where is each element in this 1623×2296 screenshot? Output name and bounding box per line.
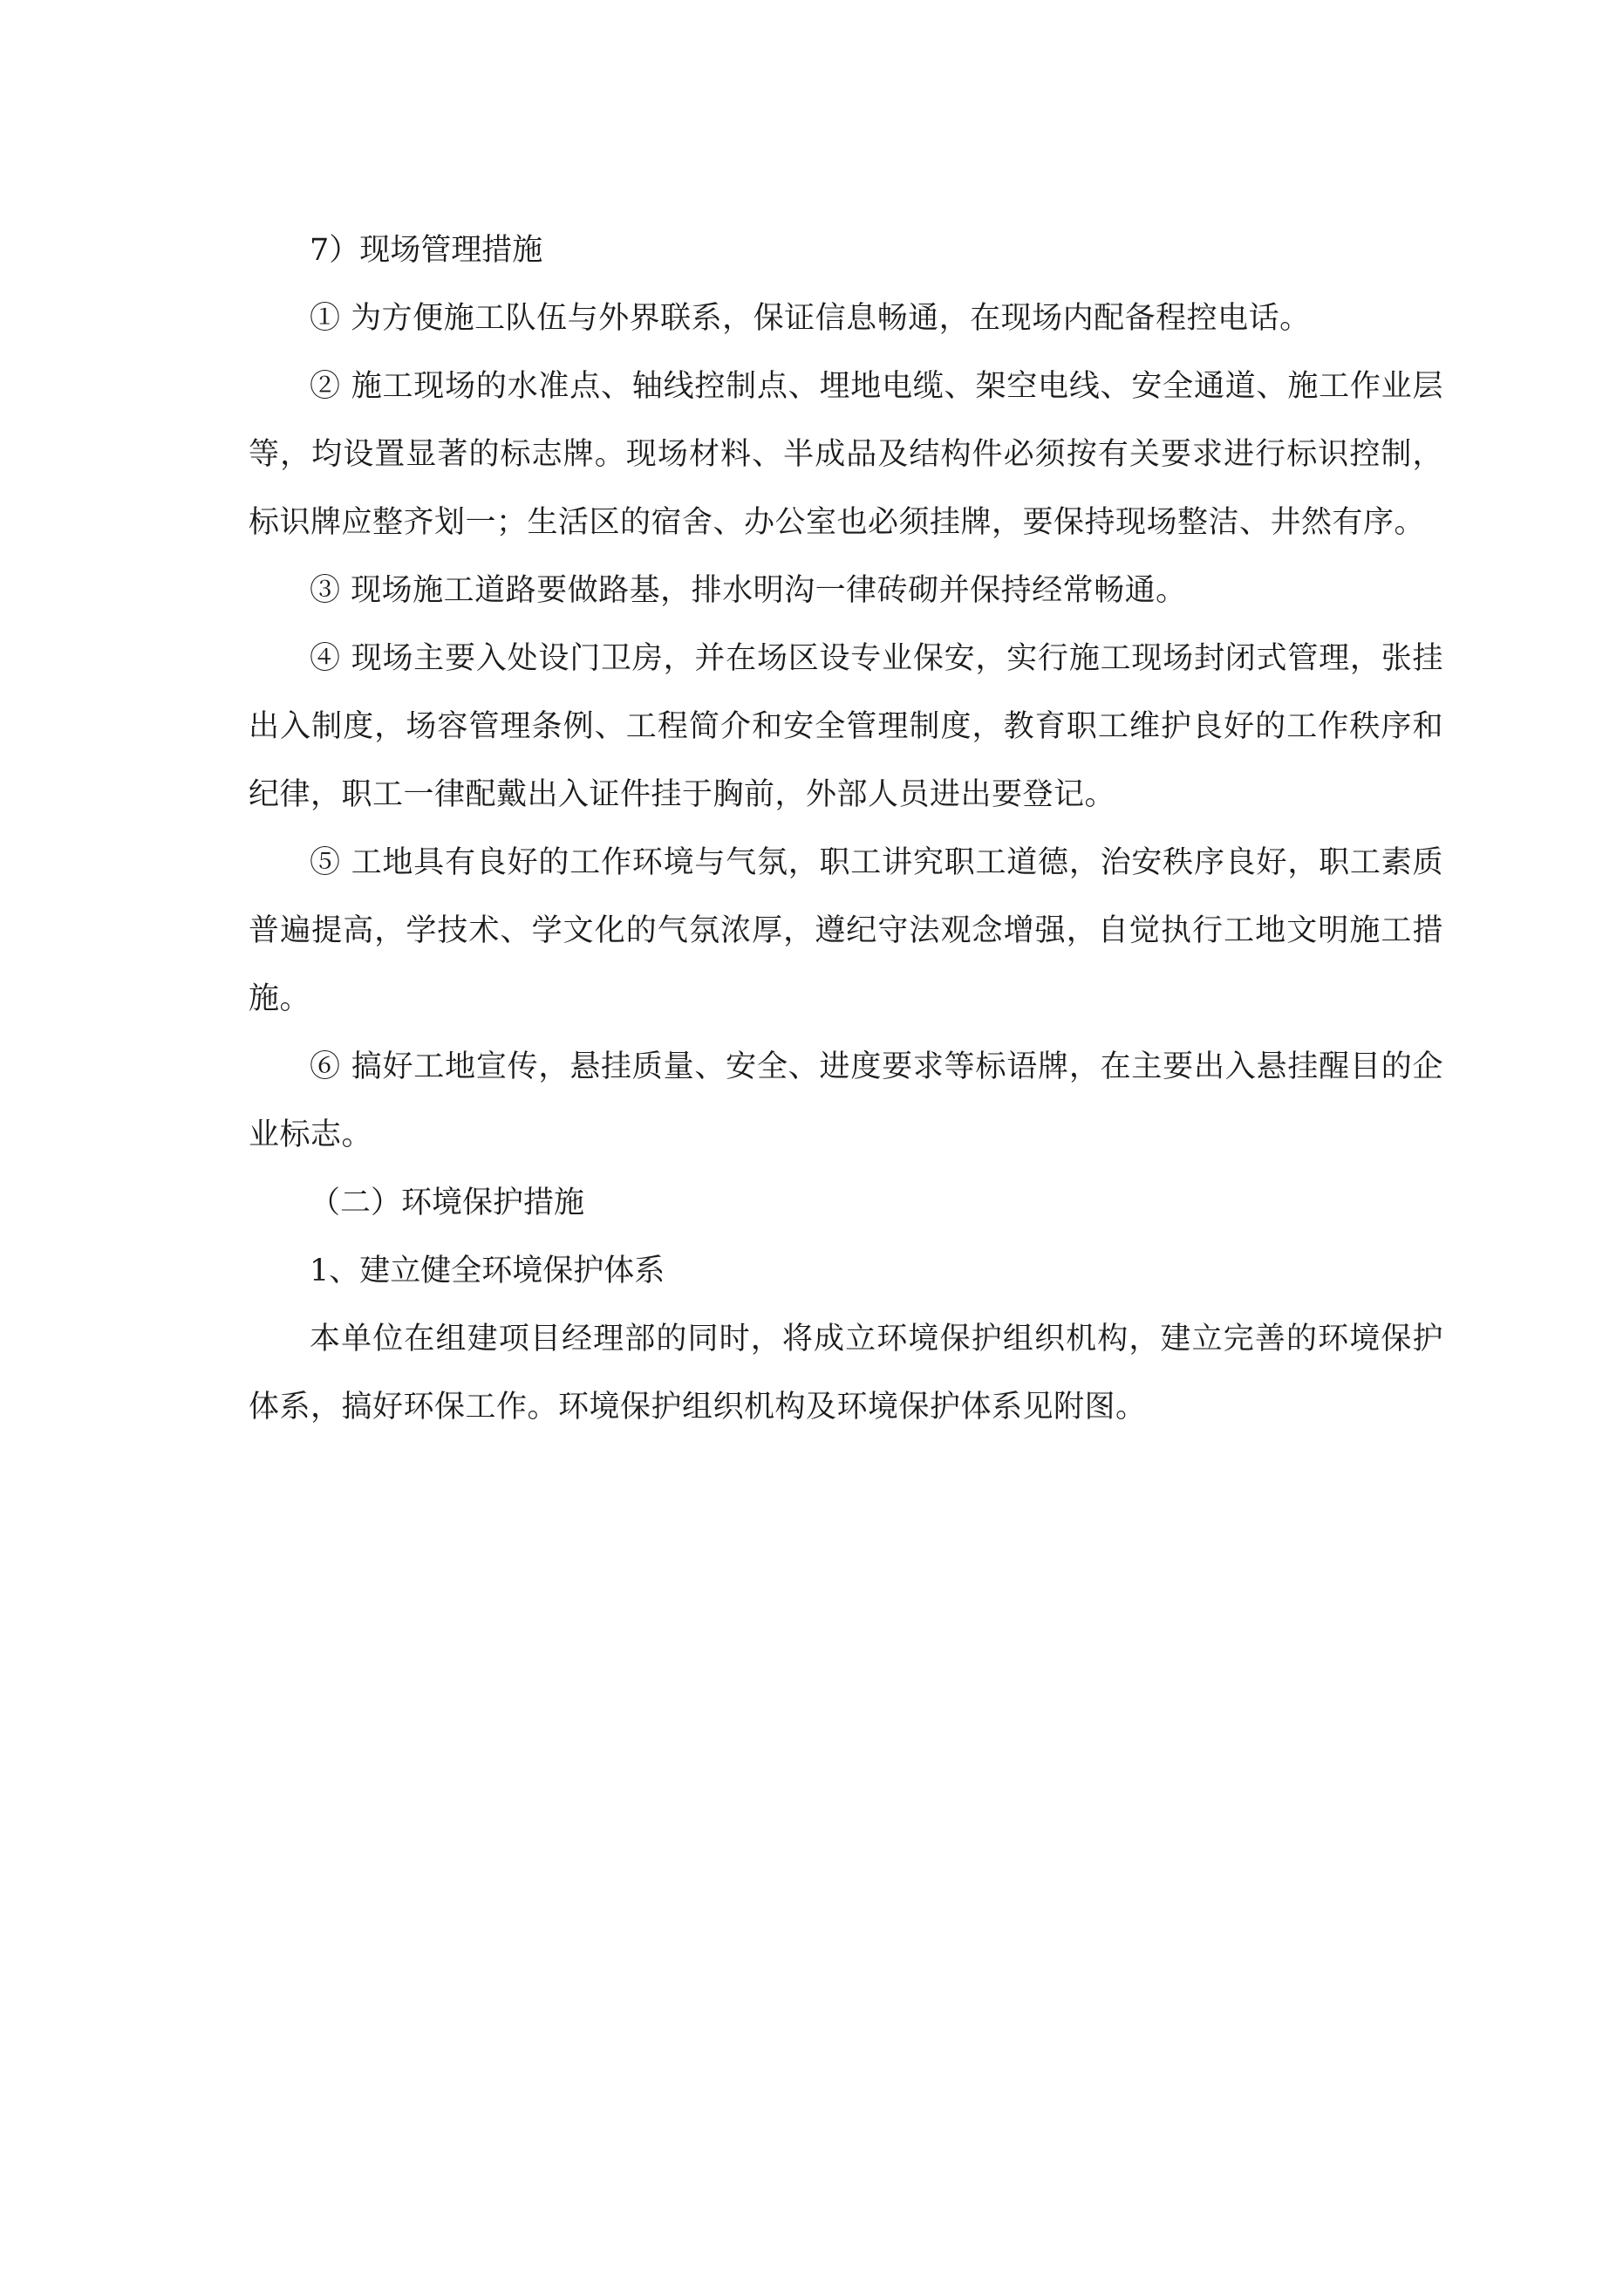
paragraph-item-4: ④ 现场主要入处设门卫房，并在场区设专业保安，实行施工现场封闭式管理，张挂出入制度，场容管理条例、工程简介和安全管理制度，教育职工维护良好的工作秩序和纪律，职工一律配戴出入证件挂于胸前，外部人员进出要登记。 xyxy=(249,641,1443,812)
paragraph-item-1: ① 为方便施工队伍与外界联系，保证信息畅通，在现场内配备程控电话。 xyxy=(310,301,1311,336)
paragraph-item-3: ③ 现场施工道路要做路基，排水明沟一律砖砌并保持经常畅通。 xyxy=(310,573,1187,608)
heading-site-management: 7）现场管理措施 xyxy=(310,233,543,268)
paragraph-item-6: ⑥ 搞好工地宣传，悬挂质量、安全、进度要求等标语牌，在主要出入悬挂醒目的企业标志。 xyxy=(249,1049,1443,1152)
paragraph-item-5: ⑤ 工地具有良好的工作环境与气氛，职工讲究职工道德，治安秩序良好，职工素质普遍提高，学技术、学文化的气氛浓厚，遵纪守法观念增强，自觉执行工地文明施工措施。 xyxy=(249,845,1443,1016)
heading-establish-system: 1、建立健全环境保护体系 xyxy=(310,1254,665,1288)
paragraph-environment-system: 本单位在组建项目经理部的同时，将成立环境保护组织机构，建立完善的环境保护体系，搞好环保工作。环境保护组织机构及环境保护体系见附图。 xyxy=(249,1322,1443,1425)
paragraph-item-2: ② 施工现场的水准点、轴线控制点、埋地电缆、架空电线、安全通道、施工作业层等，均设置显著的标志牌。现场材料、半成品及结构件必须按有关要求进行标识控制，标识牌应整齐划一；生活区的宿舍、办公室也必须挂牌，要保持现场整洁、井然有序。 xyxy=(249,369,1443,540)
document-body xyxy=(249,216,1443,1441)
heading-environment-protection: （二）环境保护措施 xyxy=(310,1186,585,1220)
